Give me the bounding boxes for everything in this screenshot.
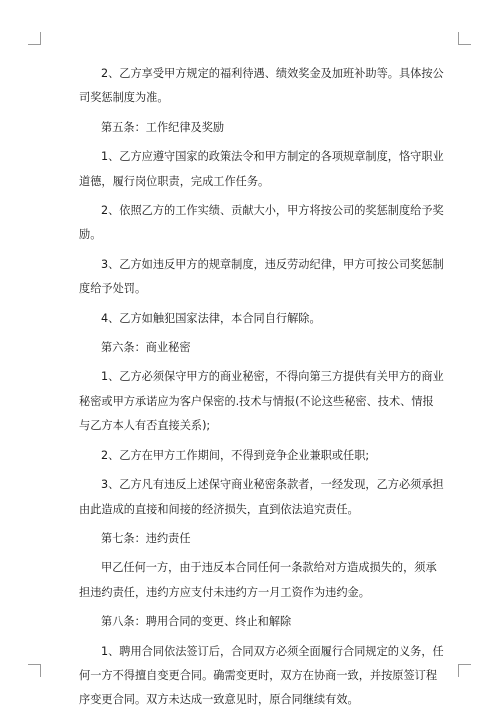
crop-mark-bottom-left bbox=[28, 664, 41, 677]
section-heading-6: 第六条：商业秘密 bbox=[101, 341, 191, 355]
paragraph-7: 甲乙任何一方，由于违反本合同任何一条款给对方造成损失的，须承担违约责任，违约方应支付未违约方一月工资作为违约金。 bbox=[79, 561, 437, 599]
paragraph-benefits: 2、乙方享受甲方规定的福利待遇、绩效奖金及加班补助等。具体按公司奖惩制度为准。 bbox=[79, 67, 444, 105]
paragraph-5-4: 4、乙方如触犯国家法律，本合同自行解除。 bbox=[101, 311, 321, 325]
paragraph-5-2: 2、依照乙方的工作实绩、贡献大小，甲方将按公司的奖惩制度给予奖励。 bbox=[79, 204, 444, 242]
document-body bbox=[79, 62, 444, 713]
section-heading-5: 第五条：工作纪律及奖励 bbox=[101, 120, 225, 134]
paragraph-8-1: 1、聘用合同依法签订后，合同双方必须全面履行合同规定的义务，任何一方不得擅自变更合同。确需变更时，双方在协商一致，并按原签订程序变更合同。双方未达成一致意见时，原合同继续有效。 bbox=[79, 644, 444, 707]
crop-mark-bottom-right bbox=[458, 664, 471, 677]
paragraph-6-1: 1、乙方必须保守甲方的商业秘密，不得向第三方提供有关甲方的商业秘密或甲方承诺应为客户保密的.技术与情报(不论这些秘密、技术、情报与乙方本人有否直接关系); bbox=[79, 370, 444, 433]
section-heading-8: 第八条：聘用合同的变更、终止和解除 bbox=[101, 615, 292, 629]
paragraph-5-3: 3、乙方如违反甲方的规章制度，违反劳动纪律，甲方可按公司奖惩制度给予处罚。 bbox=[79, 257, 444, 296]
crop-mark-top-left bbox=[28, 32, 41, 45]
paragraph-6-3: 3、乙方凡有违反上述保守商业秘密条款者，一经发现，乙方必须承担由此造成的直接和间接的经济损失，直到依法追究责任。 bbox=[79, 478, 444, 516]
paragraph-6-2: 2、乙方在甲方工作期间，不得到竞争企业兼职或任职; bbox=[101, 448, 370, 462]
section-heading-7: 第七条：违约责任 bbox=[101, 531, 191, 545]
paragraph-5-1: 1、乙方应遵守国家的政策法令和甲方制定的各项规章制度，恪守职业道德，履行岗位职责，完成工作任务。 bbox=[79, 150, 444, 188]
crop-mark-top-right bbox=[458, 32, 471, 45]
